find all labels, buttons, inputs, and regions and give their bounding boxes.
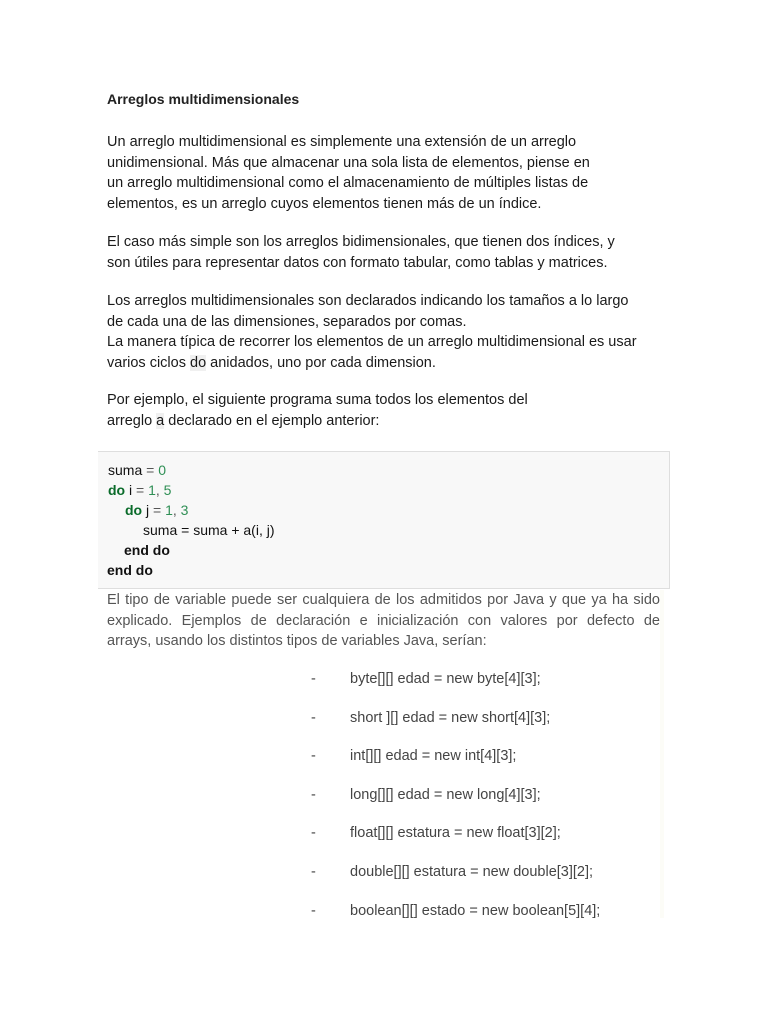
code-token: 3 [176, 502, 189, 518]
text-line: explicado. Ejemplos de declaración e inicialización con valores por defecto de [107, 612, 660, 629]
code-token: suma [108, 462, 143, 478]
inline-code: do [190, 354, 207, 371]
text-line: un arreglo multidimensional como el almacenamiento de múltiples listas de [107, 175, 589, 191]
code-keyword: do [125, 502, 143, 518]
code-keyword: do [108, 482, 126, 498]
list-bullet: - [311, 903, 316, 919]
list-bullet: - [311, 864, 316, 880]
text-line: La manera típica de recorrer los elementos de un arreglo multidimensional es usar [107, 334, 637, 350]
list-item-text: float[][] estatura = new float[3][2]; [350, 825, 561, 841]
text-line: El caso más simple son los arreglos bidimensionales, que tienen dos índices, y [107, 234, 615, 250]
paragraph-bidimensional [107, 232, 615, 273]
list-item-text: byte[][] edad = new byte[4][3]; [350, 671, 541, 687]
code-token: j [142, 502, 153, 518]
text-line: El tipo de variable puede ser cualquiera de los admitidos por Java y que ya ha sido [107, 592, 660, 608]
text-line: arrays, usando los distintos tipos de variables Java, serían: [107, 633, 487, 649]
list-bullet: - [311, 787, 316, 803]
code-token: 0 [158, 462, 166, 478]
paragraph-intro [107, 132, 590, 214]
code-token: = [142, 462, 159, 478]
code-token: = [136, 482, 145, 498]
background-shade [660, 590, 664, 918]
text-fragment: anidados, uno por cada dimension. [206, 354, 436, 371]
text-line: Los arreglos multidimensionales son declarados indicando los tamaños a lo largo [107, 293, 629, 309]
text-fragment: varios ciclos [107, 354, 190, 371]
text-line: unidimensional. Más que almacenar una sola lista de elementos, piense en [107, 154, 590, 171]
paragraph-java [107, 590, 660, 652]
inline-code: a [156, 412, 165, 429]
list-item-text: double[][] estatura = new double[3][2]; [350, 864, 594, 880]
code-line [125, 500, 188, 520]
code-line: suma = suma + a(i, j) [143, 522, 275, 538]
list-bullet: - [311, 748, 316, 764]
code-token: i [125, 482, 136, 498]
text-line: Un arreglo multidimensional es simplemente una extensión de un arreglo [107, 134, 577, 150]
list-item-text: int[][] edad = new int[4][3]; [350, 748, 517, 764]
text-line: elementos, es un arreglo cuyos elementos tienen más de un índice. [107, 195, 542, 212]
code-line: end do [107, 562, 153, 578]
list-item-text: boolean[][] estado = new boolean[5][4]; [350, 903, 601, 919]
code-token: 1 [144, 482, 156, 498]
code-token: , [172, 502, 177, 518]
text-line [107, 353, 637, 374]
text-line: son útiles para representar datos con formato tabular, como tablas y matrices. [107, 254, 608, 271]
text-line: de cada una de las dimensiones, separados por comas. [107, 313, 467, 330]
list-item-text: short ][] edad = new short[4][3]; [350, 710, 551, 726]
code-line [108, 460, 166, 480]
code-line [108, 480, 171, 500]
text-line [107, 411, 528, 432]
page-title: Arreglos multidimensionales [107, 91, 300, 107]
text-line: Por ejemplo, el siguiente programa suma todos los elementos del [107, 392, 528, 408]
text-fragment: arreglo [107, 412, 157, 429]
text-fragment: declarado en el ejemplo anterior: [164, 412, 380, 429]
list-bullet: - [311, 671, 316, 687]
code-token: = [153, 502, 162, 518]
paragraph-example [107, 390, 528, 431]
list-bullet: - [311, 710, 316, 726]
code-line: end do [124, 542, 170, 558]
code-token: 1 [161, 502, 173, 518]
code-block [98, 451, 670, 589]
code-token: , [155, 482, 160, 498]
list-bullet: - [311, 825, 316, 841]
code-token: 5 [159, 482, 172, 498]
list-item-text: long[][] edad = new long[4][3]; [350, 787, 541, 803]
paragraph-declaration [107, 291, 637, 373]
